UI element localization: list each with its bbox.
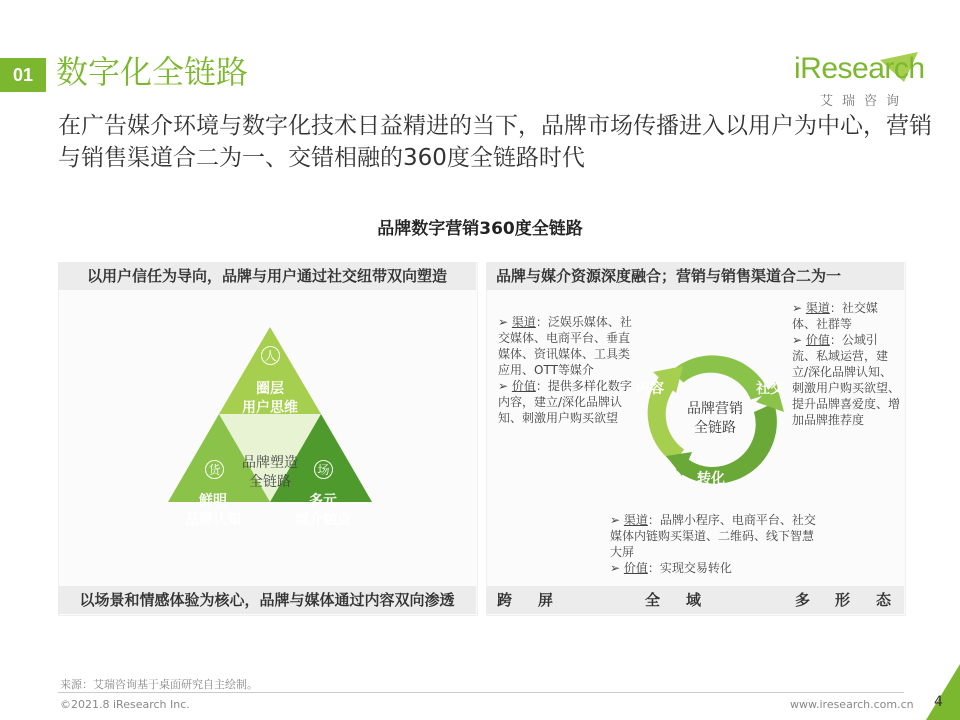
left-top-bar: 以用户信任为导向，品牌与用户通过社交纽带双向塑造 [58,262,476,290]
section-number-badge: 01 [0,58,46,92]
source-note: 来源：艾瑞咨询基于桌面研究自主绘制。 [60,678,258,691]
footer-url: www.iresearch.com.cn [790,698,914,711]
goods-icon: 货 [205,460,224,479]
top-triangle-label: 圈层 用户思维 [242,381,298,416]
corner-decoration [920,664,960,720]
bottom-word-5: 多 [795,586,810,614]
bottom-note: ➢ 渠道：品牌小程序、电商平台、社交媒体内链购买渠道、二维码、线下智慧大屏 ➢ 价值：实现交易转化 [610,513,816,575]
left-note: ➢ 渠道：泛娱乐媒体、社交媒体、电商平台、垂直媒体、资讯媒体、工具类应用、OTT等媒介 ➢ 价值：提供多样化数字内容，建立/深化品牌认知、刺激用户购买欲望 [498,315,632,425]
person-icon: 人 [261,346,280,365]
bottom-word-1: 跨 [497,586,512,614]
right-note: ➢ 渠道：社交媒体、社群等 ➢ 价值：公域引流、私域运营，建立/深化品牌认知、刺激用户购买欲望、提升品牌喜爱度、增加品牌推荐度 [792,301,901,427]
logo-wordmark: iResearch [794,52,925,85]
page-title: 数字化全链路 [56,53,249,91]
left-bottom-bar: 以场景和情感体验为核心，品牌与媒体通过内容双向渗透 [58,586,476,614]
right-triangle-label: 多元 媒介触点 [295,493,351,528]
bottom-word-4: 域 [686,586,701,614]
diagram-title: 品牌数字营销360度全链路 [377,219,583,239]
ring-center-label: 品牌营销 全链路 [687,401,743,436]
footer-divider [58,692,904,693]
bottom-word-2: 屏 [538,586,553,614]
left-triangle-label: 鲜明 品牌认知 [185,493,241,528]
logo-subtitle: 艾瑞咨询 [820,94,909,109]
ring-label-conversion: 转化 [697,471,725,487]
bottom-word-6: 形 [835,586,850,614]
bottom-word-7: 态 [876,586,891,614]
ring-label-social: 社交 [756,381,784,397]
copyright: ©2021.8 iResearch Inc. [60,698,190,711]
bottom-word-3: 全 [645,586,660,614]
ring-label-content: 内容 [636,381,664,397]
right-top-bar: 品牌与媒介资源深度融合；营销与销售渠道合二为一 [486,262,904,290]
iresearch-logo [794,52,925,112]
center-triangle-label: 品牌塑造 全链路 [242,455,298,490]
scene-icon: 场 [314,460,333,479]
page-number: 4 [934,694,943,710]
intro-text: 在广告媒介环境与数字化技术日益精进的当下，品牌市场传播进入以用户为中心，营销与销售渠道合二为一、交错相融的360度全链路时代 [58,113,932,171]
